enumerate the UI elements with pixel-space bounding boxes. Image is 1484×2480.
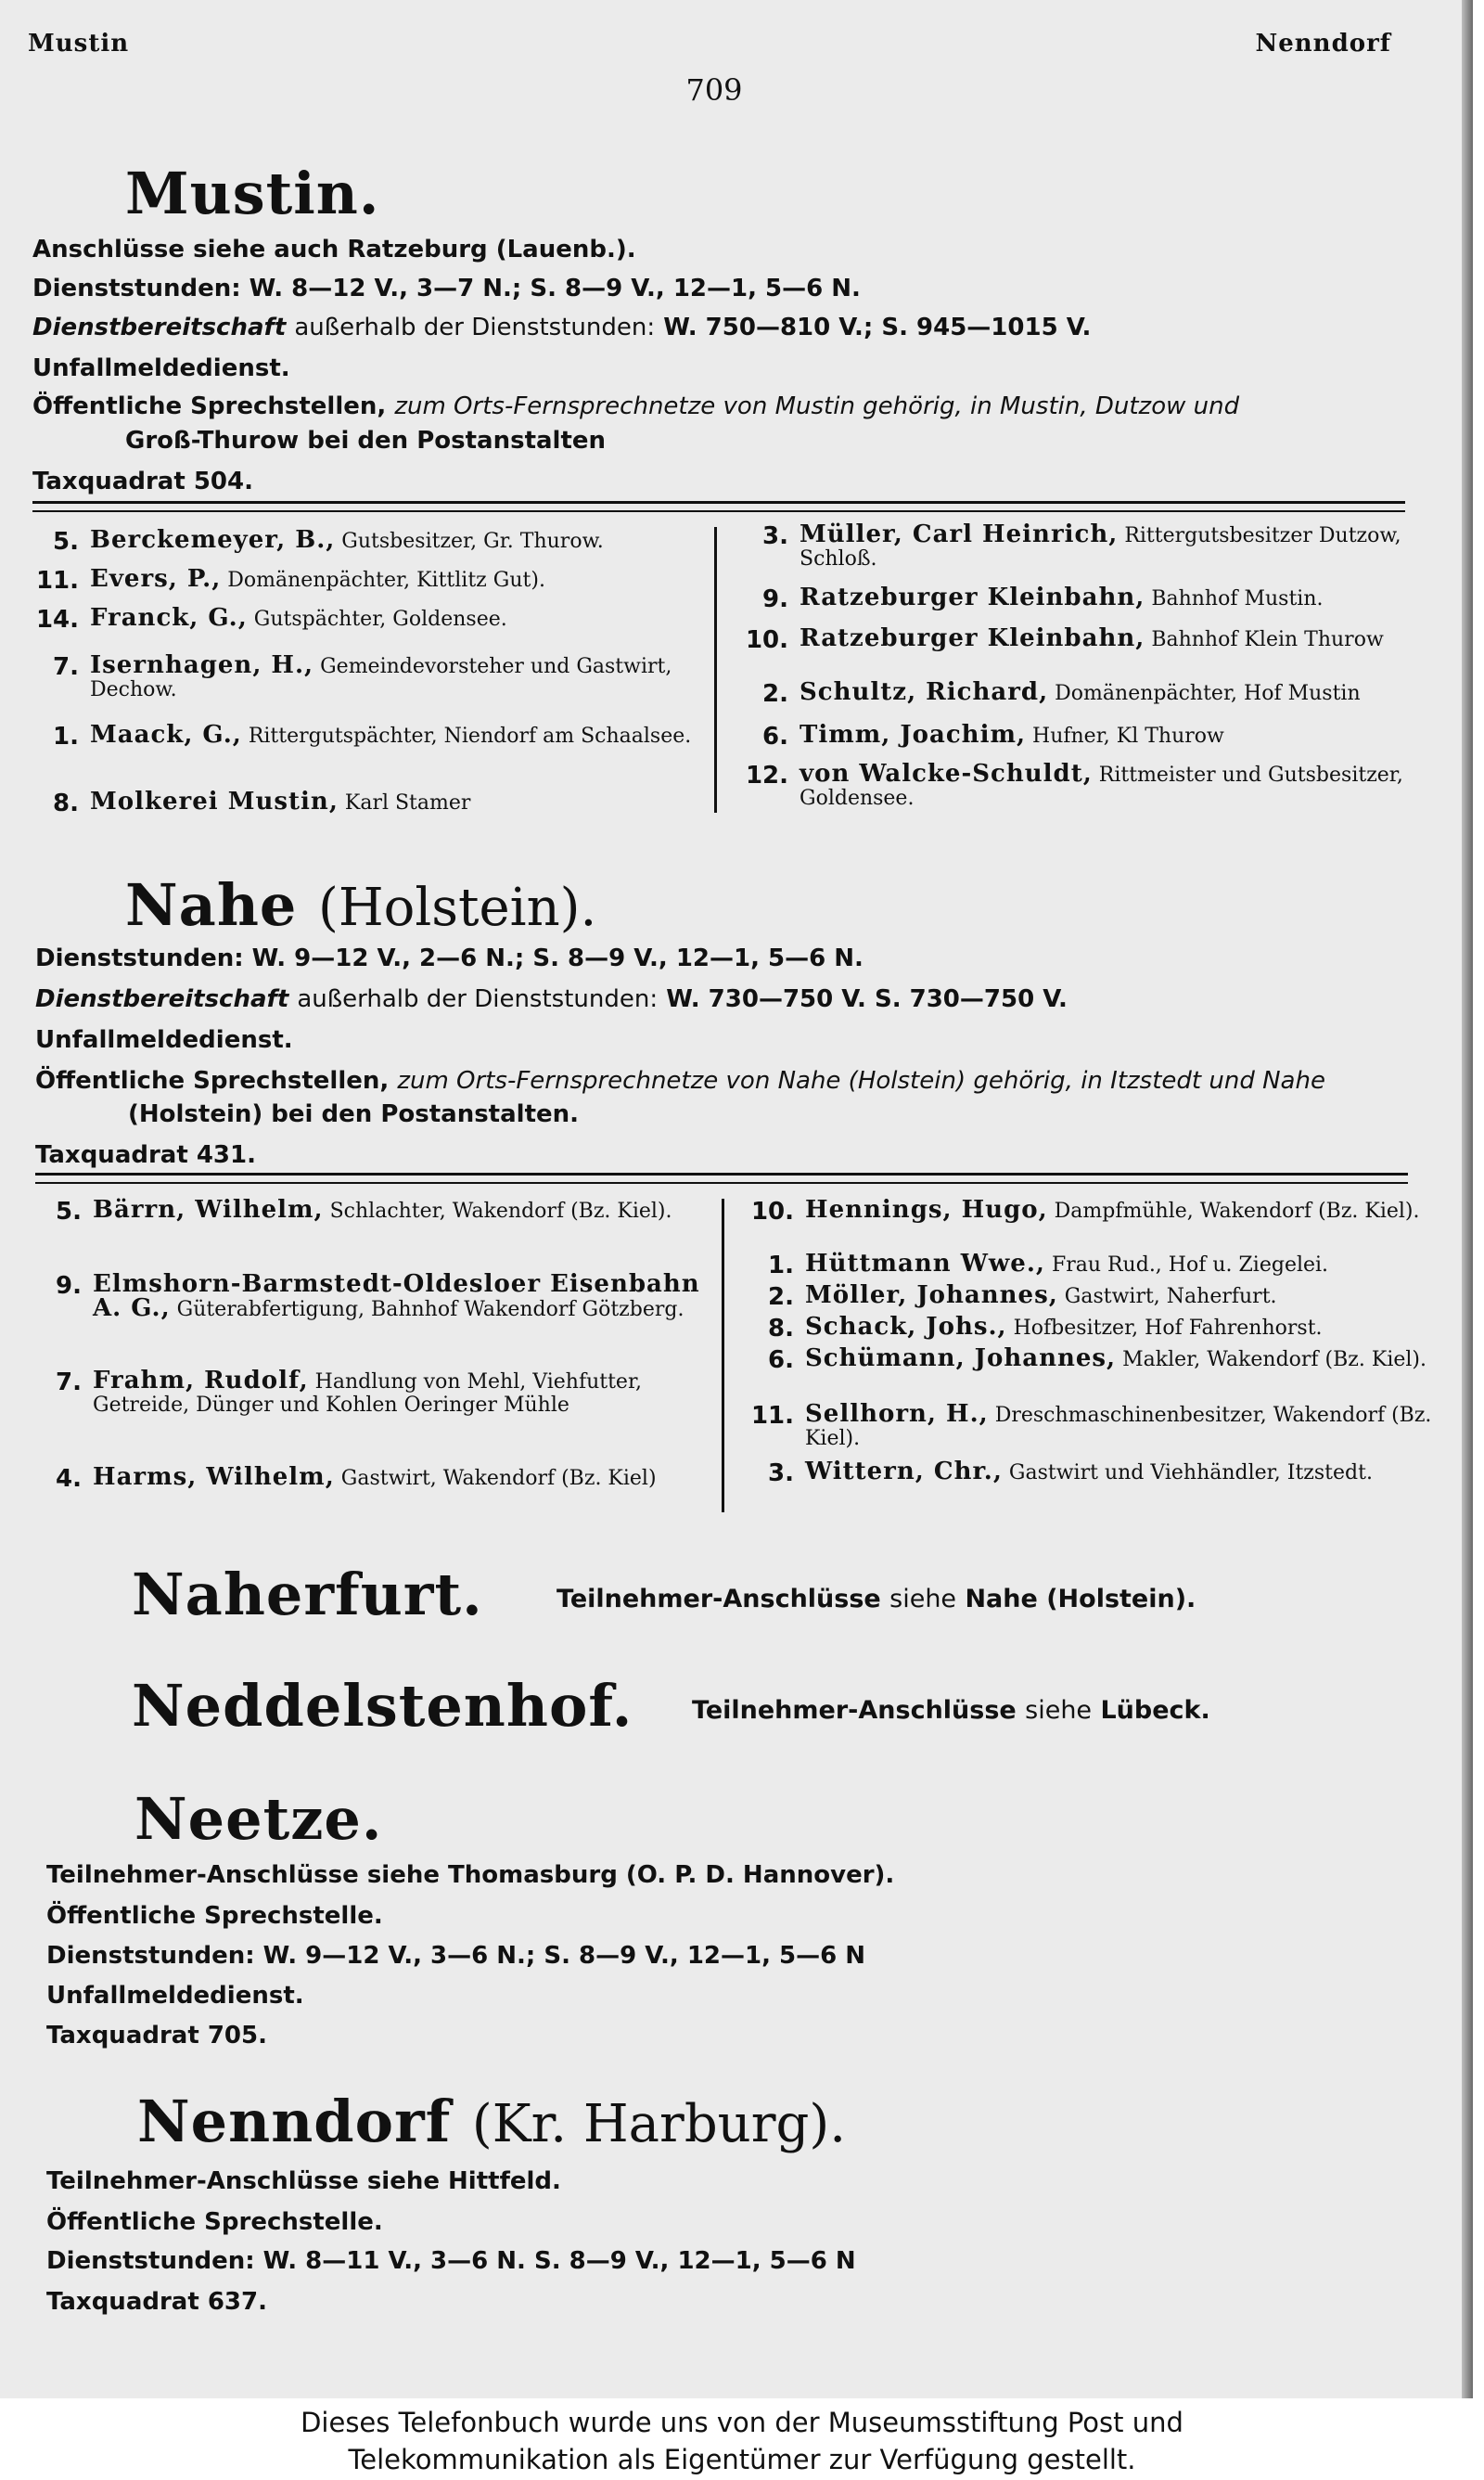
ownership-footer — [0, 2398, 1484, 2480]
subscriber-text — [805, 1250, 1454, 1278]
subscriber-description: Frau Rud., Hof u. Ziegelei. — [1051, 1253, 1329, 1277]
subscriber-text — [800, 678, 1449, 706]
place-title-neddelstenhof: Neddelstenhof. — [132, 1672, 633, 1740]
subscriber-text — [90, 721, 721, 749]
mustin-anschluesse: Anschlüsse siehe auch Ratzeburg (Lauenb.). — [32, 236, 636, 263]
neddelstenhof-reference: Teilnehmer-Anschlüsse siehe Lübeck. — [692, 1696, 1210, 1725]
neetze-dienststunden: Dienststunden: W. 9—12 V., 3—6 N.; S. 8—9 V., 12—1, 5—6 N — [46, 1942, 866, 1970]
subscriber-name: Maack, G., — [90, 721, 242, 749]
subscriber-name: Molkerei Mustin, — [90, 788, 339, 816]
subscriber-name: Wittern, Chr., — [805, 1458, 1003, 1485]
subscriber-description: Güterabfertigung, Bahnhof Wakendorf Götzberg. — [176, 1298, 684, 1321]
subscriber-description: Karl Stamer — [344, 791, 471, 815]
subscriber-number: 8. — [768, 1315, 794, 1343]
mustin-dienststunden: Dienststunden: W. 8—12 V., 3—7 N.; S. 8—9 V., 12—1, 5—6 N. — [32, 275, 861, 302]
subscriber-number: 9. — [56, 1272, 82, 1300]
subscriber-number: 9. — [762, 585, 788, 613]
section-rule — [32, 501, 1405, 512]
subscriber-text — [800, 721, 1449, 749]
subscriber-number: 12. — [745, 762, 788, 790]
subscriber-description: Bahnhof Klein Thurow — [1151, 628, 1384, 651]
mustin-sprechstellen: Öffentliche Sprechstellen, zum Orts-Fernsprechnetze von Mustin gehörig, in Mustin, Dutzow und — [32, 392, 1240, 420]
subscriber-name: Schultz, Richard, — [800, 678, 1049, 706]
subscriber-description: Handlung von Mehl, Viehfutter, Getreide, Dünger und Kohlen Oeringer Mühle — [93, 1370, 643, 1417]
subscriber-description: Domänenpächter, Hof Mustin — [1055, 682, 1361, 705]
subscriber-description: Gastwirt, Naherfurt. — [1064, 1285, 1277, 1308]
subscriber-number: 11. — [750, 1402, 794, 1430]
naherfurt-reference: Teilnehmer-Anschlüsse siehe Nahe (Holstein). — [556, 1585, 1196, 1613]
place-title-neetze: Neetze. — [134, 1785, 383, 1853]
subscriber-number: 5. — [53, 528, 79, 556]
subscriber-text — [90, 651, 721, 701]
nahe-sprechstellen-cont: (Holstein) bei den Postanstalten. — [128, 1100, 580, 1128]
subscriber-description: Makler, Wakendorf (Bz. Kiel). — [1122, 1348, 1426, 1371]
subscriber-description: Bahnhof Mustin. — [1151, 587, 1324, 610]
subscriber-number: 10. — [745, 626, 788, 654]
nenndorf-taxquadrat: Taxquadrat 637. — [46, 2288, 267, 2316]
subscriber-number: 6. — [768, 1346, 794, 1374]
nahe-dienststunden: Dienststunden: W. 9—12 V., 2—6 N.; S. 8—9 V., 12—1, 5—6 N. — [35, 944, 864, 972]
scan-edge — [1462, 0, 1473, 2398]
neetze-anschluesse: Teilnehmer-Anschlüsse siehe Thomasburg (O. P. D. Hannover). — [46, 1861, 895, 1889]
subscriber-number: 14. — [35, 606, 79, 634]
footer-line-2: Telekommunikation als Eigentümer zur Verfügung gestellt. — [348, 2444, 1136, 2475]
subscriber-number: 6. — [762, 723, 788, 751]
subscriber-number: 5. — [56, 1198, 82, 1226]
subscriber-text — [800, 586, 1449, 610]
mustin-unfalldienst: Unfallmeldedienst. — [32, 354, 290, 382]
subscriber-name: Ratzeburger Kleinbahn, — [800, 584, 1145, 611]
footer-line-1: Dieses Telefonbuch wurde uns von der Museumsstiftung Post und — [301, 2407, 1183, 2438]
subscriber-number: 11. — [35, 567, 79, 595]
subscriber-name: Schümann, Johannes, — [805, 1344, 1117, 1372]
subscriber-name: Hennings, Hugo, — [805, 1196, 1048, 1224]
nahe-taxquadrat: Taxquadrat 431. — [35, 1141, 256, 1169]
subscriber-text — [805, 1344, 1454, 1372]
subscriber-description: Domänenpächter, Kittlitz Gut). — [227, 569, 545, 592]
place-title-naherfurt: Naherfurt. — [132, 1561, 483, 1628]
running-head-right: Nenndorf — [1255, 30, 1391, 58]
subscriber-text — [90, 790, 721, 815]
place-title-nenndorf: Nenndorf (Kr. Harburg). — [137, 2088, 846, 2155]
neetze-taxquadrat: Taxquadrat 705. — [46, 2022, 267, 2050]
subscriber-name: Evers, P., — [90, 565, 222, 593]
subscriber-text — [800, 520, 1449, 571]
neetze-unfalldienst: Unfallmeldedienst. — [46, 1982, 304, 2010]
subscriber-description: Gastwirt und Viehhändler, Itzstedt. — [1008, 1461, 1373, 1484]
subscriber-number: 2. — [768, 1283, 794, 1311]
subscriber-number: 7. — [56, 1368, 82, 1396]
place-title-nahe: Nahe (Holstein). — [125, 871, 597, 939]
subscriber-text — [90, 526, 721, 554]
page-number: 709 — [685, 72, 743, 108]
subscriber-name: von Walcke-Schuldt, — [800, 760, 1093, 788]
subscriber-text — [90, 565, 721, 593]
subscriber-description: Gastwirt, Wakendorf (Bz. Kiel) — [340, 1467, 657, 1490]
subscriber-name: Ratzeburger Kleinbahn, — [800, 624, 1145, 652]
subscriber-text — [805, 1400, 1454, 1450]
subscriber-text — [805, 1281, 1454, 1309]
subscriber-description: Schlachter, Wakendorf (Bz. Kiel). — [329, 1200, 672, 1223]
subscriber-name: Bärrn, Wilhelm, — [93, 1196, 324, 1224]
running-head-left: Mustin — [28, 30, 130, 58]
subscriber-text — [800, 624, 1449, 652]
subscriber-text — [805, 1460, 1454, 1484]
subscriber-number: 2. — [762, 680, 788, 708]
subscriber-description: Gemeindevorsteher und Gastwirt, Dechow. — [90, 655, 672, 701]
subscriber-description: Dampfmühle, Wakendorf (Bz. Kiel). — [1054, 1200, 1420, 1223]
subscriber-description: Gutspächter, Goldensee. — [253, 608, 507, 631]
subscriber-name: Harms, Wilhelm, — [93, 1463, 335, 1491]
nenndorf-anschluesse: Teilnehmer-Anschlüsse siehe Hittfeld. — [46, 2167, 561, 2195]
neetze-sprechstelle: Öffentliche Sprechstelle. — [46, 1902, 383, 1930]
subscriber-text — [800, 760, 1449, 810]
subscriber-number: 7. — [53, 653, 79, 681]
subscriber-text — [93, 1463, 733, 1491]
subscriber-description: Gutsbesitzer, Gr. Thurow. — [341, 530, 604, 553]
section-rule — [35, 1173, 1408, 1184]
nenndorf-sprechstelle: Öffentliche Sprechstelle. — [46, 2208, 383, 2236]
subscriber-name: Sellhorn, H., — [805, 1400, 989, 1428]
subscriber-description: Rittmeister und Gutsbesitzer, Goldensee. — [800, 764, 1403, 810]
subscriber-number: 3. — [768, 1459, 794, 1487]
subscriber-description: Hufner, Kl Thurow — [1032, 725, 1224, 748]
mustin-bereitschaft: Dienstbereitschaft außerhalb der Dienststunden: W. 750—810 V.; S. 945—1015 V. — [32, 314, 1092, 341]
subscriber-name: Schack, Johs., — [805, 1313, 1007, 1341]
mustin-taxquadrat: Taxquadrat 504. — [32, 468, 253, 495]
subscriber-description: Dreschmaschinenbesitzer, Wakendorf (Bz. Kiel). — [805, 1404, 1432, 1450]
nahe-unfalldienst: Unfallmeldedienst. — [35, 1026, 293, 1054]
subscriber-name: Franck, G., — [90, 604, 248, 632]
subscriber-number: 10. — [750, 1198, 794, 1226]
subscriber-description: Rittergutsbesitzer Dutzow, Schloß. — [800, 524, 1401, 571]
subscriber-text — [90, 604, 721, 632]
subscriber-name: Möller, Johannes, — [805, 1281, 1058, 1309]
subscriber-text — [93, 1369, 733, 1417]
subscriber-text — [805, 1196, 1454, 1224]
subscriber-text — [805, 1313, 1454, 1341]
subscriber-number: 4. — [56, 1465, 82, 1493]
subscriber-name: Frahm, Rudolf, — [93, 1367, 309, 1394]
subscriber-number: 1. — [53, 723, 79, 751]
subscriber-number: 3. — [762, 522, 788, 550]
nahe-sprechstellen: Öffentliche Sprechstellen, zum Orts-Fernsprechnetze von Nahe (Holstein) gehörig, in Itzstedt und Nahe — [35, 1067, 1325, 1095]
mustin-sprechstellen-cont: Groß-Thurow bei den Postanstalten — [125, 427, 607, 455]
subscriber-name: Elmshorn-Barmstedt-Oldesloer Eisenbahn A. G., — [93, 1270, 700, 1322]
subscriber-name: Timm, Joachim, — [800, 721, 1027, 749]
subscriber-description: Hofbesitzer, Hof Fahrenhorst. — [1013, 1317, 1323, 1340]
nenndorf-dienststunden: Dienststunden: W. 8—11 V., 3—6 N. S. 8—9 V., 12—1, 5—6 N — [46, 2247, 856, 2275]
subscriber-number: 8. — [53, 790, 79, 817]
subscriber-name: Hüttmann Wwe., — [805, 1250, 1045, 1278]
subscriber-description: Rittergutspächter, Niendorf am Schaalsee. — [248, 725, 692, 748]
subscriber-text — [93, 1270, 733, 1322]
subscriber-name: Müller, Carl Heinrich, — [800, 520, 1119, 548]
nahe-bereitschaft: Dienstbereitschaft außerhalb der Dienststunden: W. 730—750 V. S. 730—750 V. — [35, 985, 1068, 1013]
subscriber-text — [93, 1196, 733, 1224]
subscriber-name: Isernhagen, H., — [90, 651, 314, 679]
subscriber-number: 1. — [768, 1252, 794, 1279]
place-title-mustin: Mustin. — [125, 160, 380, 227]
subscriber-name: Berckemeyer, B., — [90, 526, 336, 554]
